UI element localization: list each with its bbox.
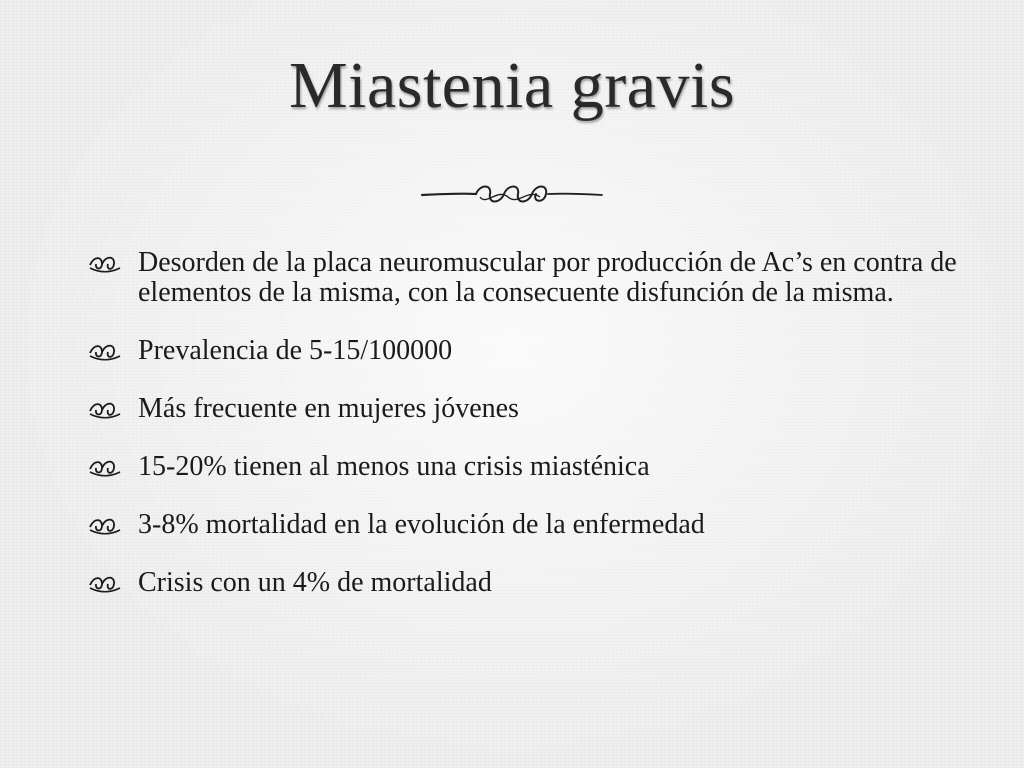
bullet-text: Prevalencia de 5-15/100000	[138, 335, 453, 366]
list-item	[88, 336, 968, 366]
curl-bullet-icon	[88, 570, 122, 596]
ornamental-divider-icon	[420, 178, 604, 212]
bullet-text: 15-20% tienen al menos una crisis miasténica	[138, 451, 650, 482]
curl-bullet-icon	[88, 396, 122, 422]
bullet-text: 3-8% mortalidad en la evolución de la enfermedad	[138, 509, 705, 540]
bullet-text: Desorden de la placa neuromuscular por producción de Ac’s en contra de elementos de la misma, con la consecuente disfunción de la misma.	[138, 247, 957, 308]
curl-bullet-icon	[88, 454, 122, 480]
bullet-list	[88, 248, 968, 626]
list-item	[88, 568, 968, 598]
list-item	[88, 510, 968, 540]
bullet-text: Más frecuente en mujeres jóvenes	[138, 393, 519, 424]
curl-bullet-icon	[88, 512, 122, 538]
list-item	[88, 394, 968, 424]
bullet-text: Crisis con un 4% de mortalidad	[138, 567, 492, 598]
list-item	[88, 248, 968, 308]
curl-bullet-icon	[88, 338, 122, 364]
list-item	[88, 452, 968, 482]
slide-title: Miastenia gravis	[288, 49, 736, 122]
curl-bullet-icon	[88, 250, 122, 276]
